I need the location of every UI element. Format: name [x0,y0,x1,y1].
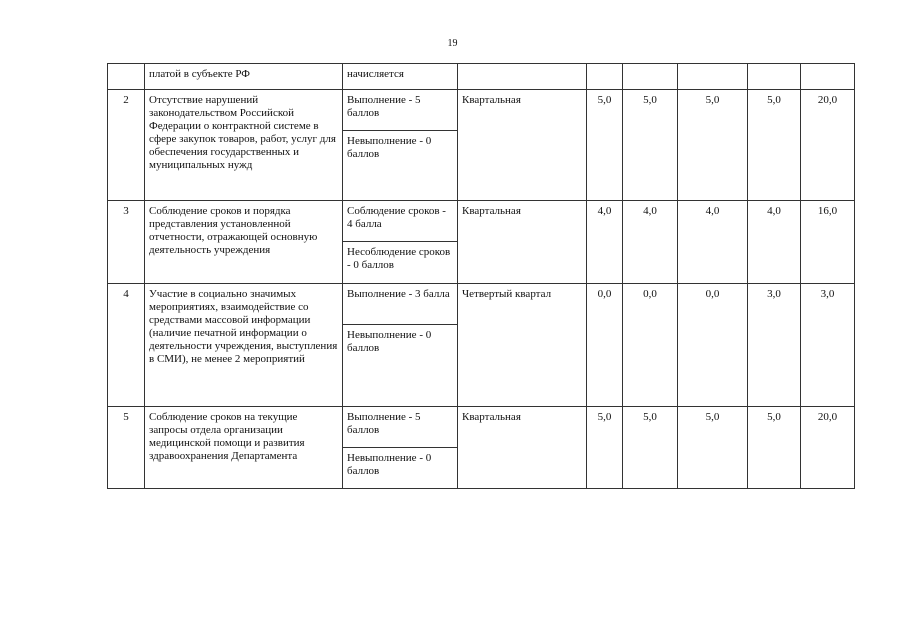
cell-value: 4,0 [678,201,748,284]
cell-num: 3 [108,201,145,284]
cell-total: 20,0 [801,90,855,201]
cell-criteria: Выполнение - 5 баллов [343,407,458,448]
cell-criteria: Невыполнение - 0 баллов [343,325,458,407]
table-row [108,201,855,242]
cell-criteria: Невыполнение - 0 баллов [343,448,458,489]
cell-value: 5,0 [587,407,623,489]
cell-period: Квартальная [458,201,587,284]
cell-value: 5,0 [623,90,678,201]
cell-value: 4,0 [587,201,623,284]
table-row [108,284,855,325]
cell-value [587,64,623,90]
cell-period: Четвертый квартал [458,284,587,407]
cell-criteria: Соблюдение сроков - 4 балла [343,201,458,242]
cell-criteria: начисляется [343,64,458,90]
cell-period: Квартальная [458,90,587,201]
cell-value: 5,0 [623,407,678,489]
cell-num: 4 [108,284,145,407]
cell-num [108,64,145,90]
cell-value: 5,0 [748,90,801,201]
cell-indicator: Соблюдение сроков на текущие запросы отдела организации медицинской помощи и развития здравоохранения Департамента [145,407,343,489]
cell-value [623,64,678,90]
cell-criteria: Несоблюдение сроков - 0 баллов [343,242,458,284]
cell-value: 5,0 [678,90,748,201]
cell-value: 5,0 [587,90,623,201]
table-row-continuation [108,64,855,90]
cell-indicator: Участие в социально значимых мероприятиях, взаимодействие со средствами массовой информации (наличие печатной информации о деятельности учреждения, выступления в СМИ), не менее 2 мероприятий [145,284,343,407]
cell-value [678,64,748,90]
page-number: 19 [447,38,458,49]
table-row [108,90,855,131]
cell-total: 3,0 [801,284,855,407]
cell-value: 5,0 [678,407,748,489]
cell-num: 5 [108,407,145,489]
cell-period: Квартальная [458,407,587,489]
cell-indicator: платой в субъекте РФ [145,64,343,90]
cell-total: 20,0 [801,407,855,489]
cell-period [458,64,587,90]
cell-value: 5,0 [748,407,801,489]
cell-num: 2 [108,90,145,201]
cell-value [748,64,801,90]
cell-indicator: Соблюдение сроков и порядка представления установленной отчетности, отражающей основную деятельность учреждения [145,201,343,284]
cell-criteria: Невыполнение - 0 баллов [343,131,458,201]
table-row [108,407,855,448]
cell-value [801,64,855,90]
cell-value: 4,0 [748,201,801,284]
cell-value: 0,0 [678,284,748,407]
cell-indicator: Отсутствие нарушений законодательством Российской Федерации о контрактной системе в сфере закупок товаров, работ, услуг для обеспечения государственных и муниципальных нужд [145,90,343,201]
cell-value: 4,0 [623,201,678,284]
cell-value: 0,0 [587,284,623,407]
cell-total: 16,0 [801,201,855,284]
criteria-table [107,63,855,489]
cell-criteria: Выполнение - 5 баллов [343,90,458,131]
cell-value: 3,0 [748,284,801,407]
cell-value: 0,0 [623,284,678,407]
cell-criteria: Выполнение - 3 балла [343,284,458,325]
